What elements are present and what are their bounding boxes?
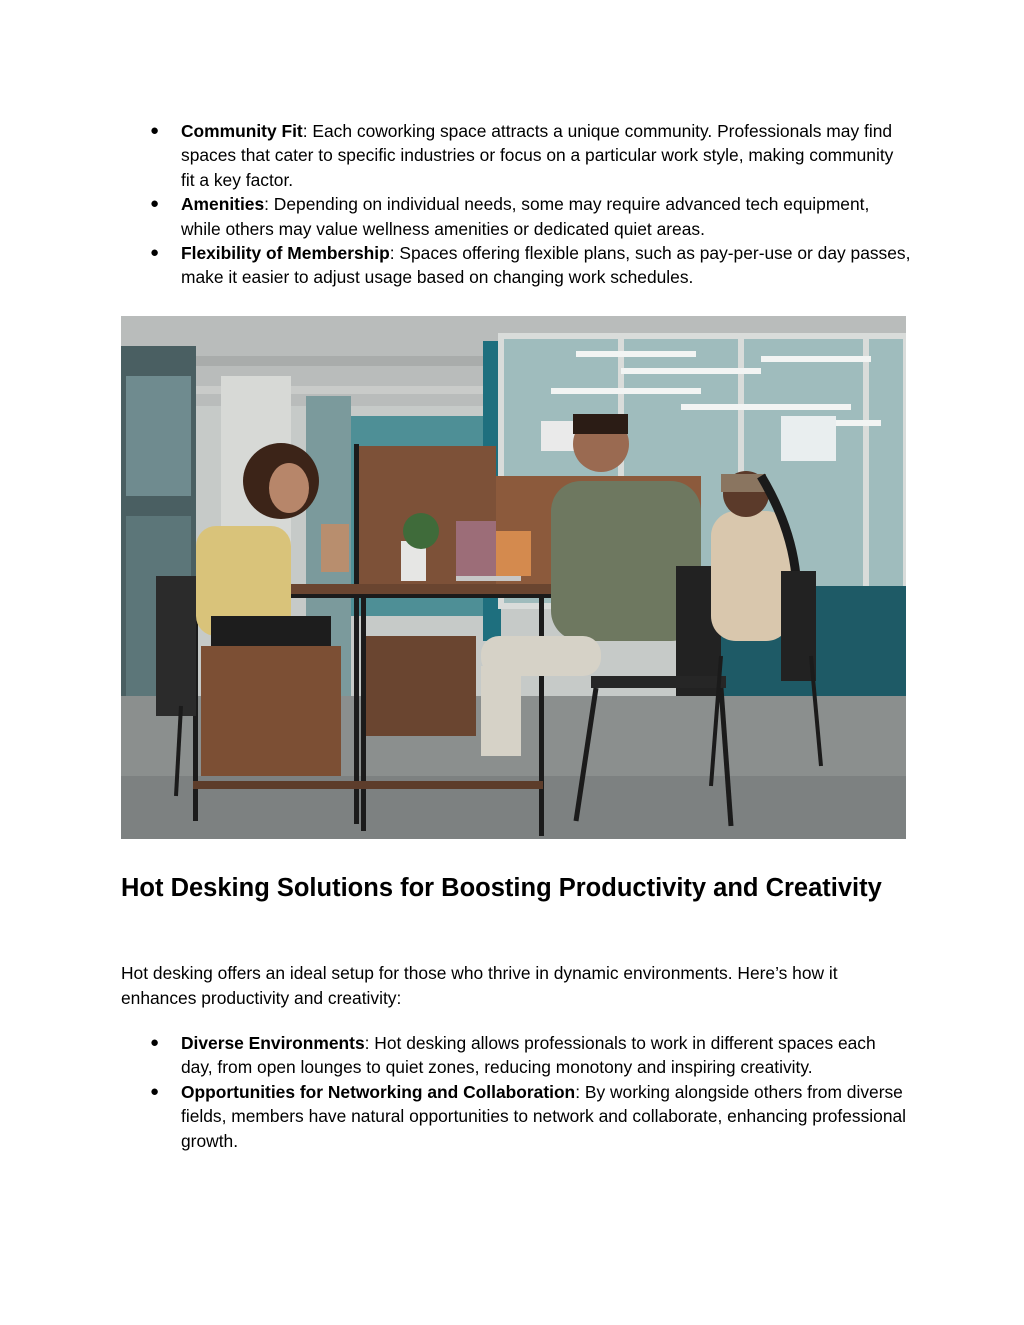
bullet-icon: ●	[150, 195, 160, 213]
bullet-icon: ●	[150, 1034, 160, 1051]
list-item-text: : Hot desking allows professionals to work in different spaces each day, from open lounges to quiet zones, reducing monotony and inspiring creativity.	[181, 1033, 876, 1078]
list-item-text: : By working alongside others from diverse fields, members have natural opportunities to network and collaborate, enhancing professional growth.	[181, 1081, 907, 1151]
bullet-icon: ●	[150, 122, 160, 139]
list-item-term: Flexibility of Membership	[181, 243, 390, 264]
list-item-text: : Depending on individual needs, some may require advanced tech equipment, while others may value wellness amenities or dedicated quiet areas.	[181, 194, 870, 239]
list-item	[121, 192, 911, 241]
coworking-photo	[121, 316, 906, 839]
benefits-list	[121, 1031, 911, 1153]
list-item-term: Community Fit	[181, 121, 303, 141]
bullet-icon: ●	[150, 1082, 160, 1100]
list-item	[121, 241, 911, 290]
list-item	[121, 1080, 911, 1153]
list-item-term: Diverse Environments	[181, 1033, 365, 1053]
section-heading: Hot Desking Solutions for Boosting Productivity and Creativity	[121, 874, 882, 902]
bullet-icon: ●	[150, 244, 160, 262]
amenities-criteria-list	[121, 119, 911, 290]
list-item-text: : Spaces offering flexible plans, such as pay-per-use or day passes, make it easier to adjust usage based on changing work schedules.	[181, 243, 911, 288]
list-item-term: Opportunities for Networking and Collaboration	[181, 1081, 576, 1102]
intro-paragraph: Hot desking offers an ideal setup for those who thrive in dynamic environments. Here’s how it enhances productivity and creativity:	[121, 963, 838, 1008]
list-item	[121, 119, 911, 192]
list-item-term: Amenities	[181, 194, 265, 215]
list-item	[121, 1031, 911, 1080]
list-item-text: : Each coworking space attracts a unique community. Professionals may find spaces that cater to specific industries or focus on a particular work style, making community fit a key factor.	[181, 121, 894, 190]
